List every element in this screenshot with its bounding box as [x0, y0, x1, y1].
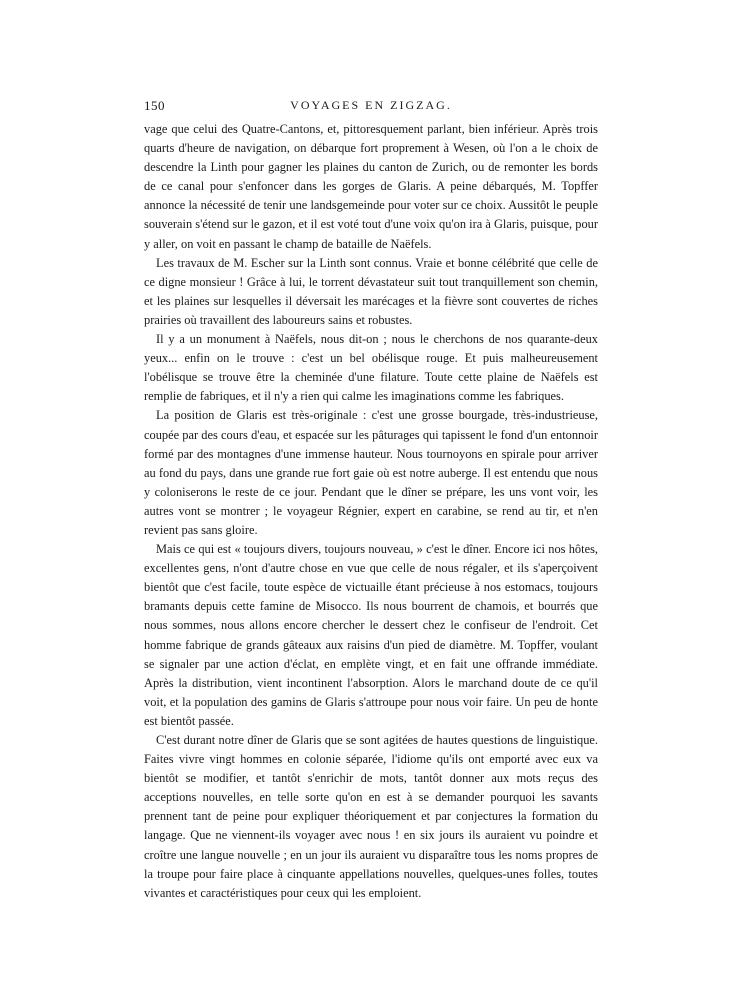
paragraph: C'est durant notre dîner de Glaris que se sont agitées de hautes questions de linguistique. Faites vivre vingt hommes en colonie séparée, l'idiome qu'ils ont emporté avec eux va bientôt se modifier, et tantôt s'enrichir de mots, tantôt donner aux mots reçus des acceptions nouvelles, en telle sorte qu'on en est à se demander pourquoi les savants prennent tant de peine pour expliquer théoriquement et par conjectures la formation du langage. Que ne viennent-ils voyager avec nous ! en six jours ils auraient vu poindre et croître une langue nouvelle ; en un jour ils auraient vu disparaître tous les noms propres de la troupe pour faire place à cinquante appellations nouvelles, quelques-unes folles, toutes vivantes et caractéristiques pour ceux qui les emploient. — [144, 733, 598, 900]
book-page — [144, 98, 598, 903]
paragraph: La position de Glaris est très-originale : c'est une grosse bourgade, très-industrieuse, coupée par des cours d'eau, et espacée sur les pâturages qui tapissent le fond d'un entonnoir formé par des montagnes d'une immense hauteur. Nous tournoyons en spirale pour arriver au fond du pays, dans une grande rue fort gaie où est notre auberge. Il est entendu que nous y coloniserons le reste de ce jour. Pendant que le dîner se prépare, les uns vont voir, les autres vont se montrer ; le voyageur Régnier, expert en carabine, se rend au tir, et n'en revient pas sans gloire. — [144, 408, 598, 537]
paragraph: Les travaux de M. Escher sur la Linth sont connus. Vraie et bonne célébrité que celle de ce digne monsieur ! Grâce à lui, le torrent dévastateur suit tout tranquillement son chemin, et les plaines sur lesquelles il déversait les marécages et la fièvre sont couvertes de riches prairies où travaillent des laboureurs sains et robustes. — [144, 255, 598, 327]
paragraph: Mais ce qui est « toujours divers, toujours nouveau, » c'est le dîner. Encore ici nos hôtes, excellentes gens, n'ont d'autre chose en vue que celle de nous régaler, et ils s'aperçoivent bientôt que c'est facile, toute espèce de victuaille étant précieuse à nos estomacs, toujours bramants depuis cette famine de Misocco. Ils nous bourrent de chamois, et bourrés que nous sommes, nous allons encore chercher le dessert chez le confiseur de l'endroit. Cet homme fabrique de grands gâteaux aux raisins d'un pied de diamètre. M. Topffer, voulant se signaler par une action d'éclat, en emplète vingt, et en fait une offrande immédiate. Après la distribution, vient incontinent l'absorption. Alors le marchand doute de ce qu'il voit, et la population des gamins de Glaris s'attroupe pour nous voir faire. Un peu de honte est bientôt passée. — [144, 542, 598, 728]
page-header — [144, 98, 598, 116]
running-title: VOYAGES EN ZIGZAG. — [290, 98, 452, 112]
page-number: 150 — [144, 98, 165, 113]
page-body — [144, 120, 598, 903]
paragraph: Il y a un monument à Naëfels, nous dit-on ; nous le cherchons de nos quarante-deux yeux... enfin on le trouve : c'est un bel obélisque rouge. Et puis malheureusement l'obélisque se trouve être la cheminée d'une filature. Toute cette plaine de Naëfels est remplie de fabriques, et il n'y a rien qui calme les imaginations comme les fabriques. — [144, 332, 598, 404]
paragraph-continued: vage que celui des Quatre-Cantons, et, pittoresquement parlant, bien inférieur. Après trois quarts d'heure de navigation, on débarque fort proprement à Wesen, où l'on a le choix de descendre la Linth pour gagner les plaines du canton de Zurich, ou de remonter les bords de ce canal pour s'enfoncer dans les gorges de Glaris. A peine débarqués, M. Topffer annonce la nécessité de tenir une landsgemeinde pour voter sur ce choix. Aussitôt le peuple souverain s'étend sur le gazon, et il est voté tout d'une voix qu'on ira à Glaris, puisque, pour y aller, on voit en passant le champ de bataille de Naëfels. — [144, 122, 598, 251]
